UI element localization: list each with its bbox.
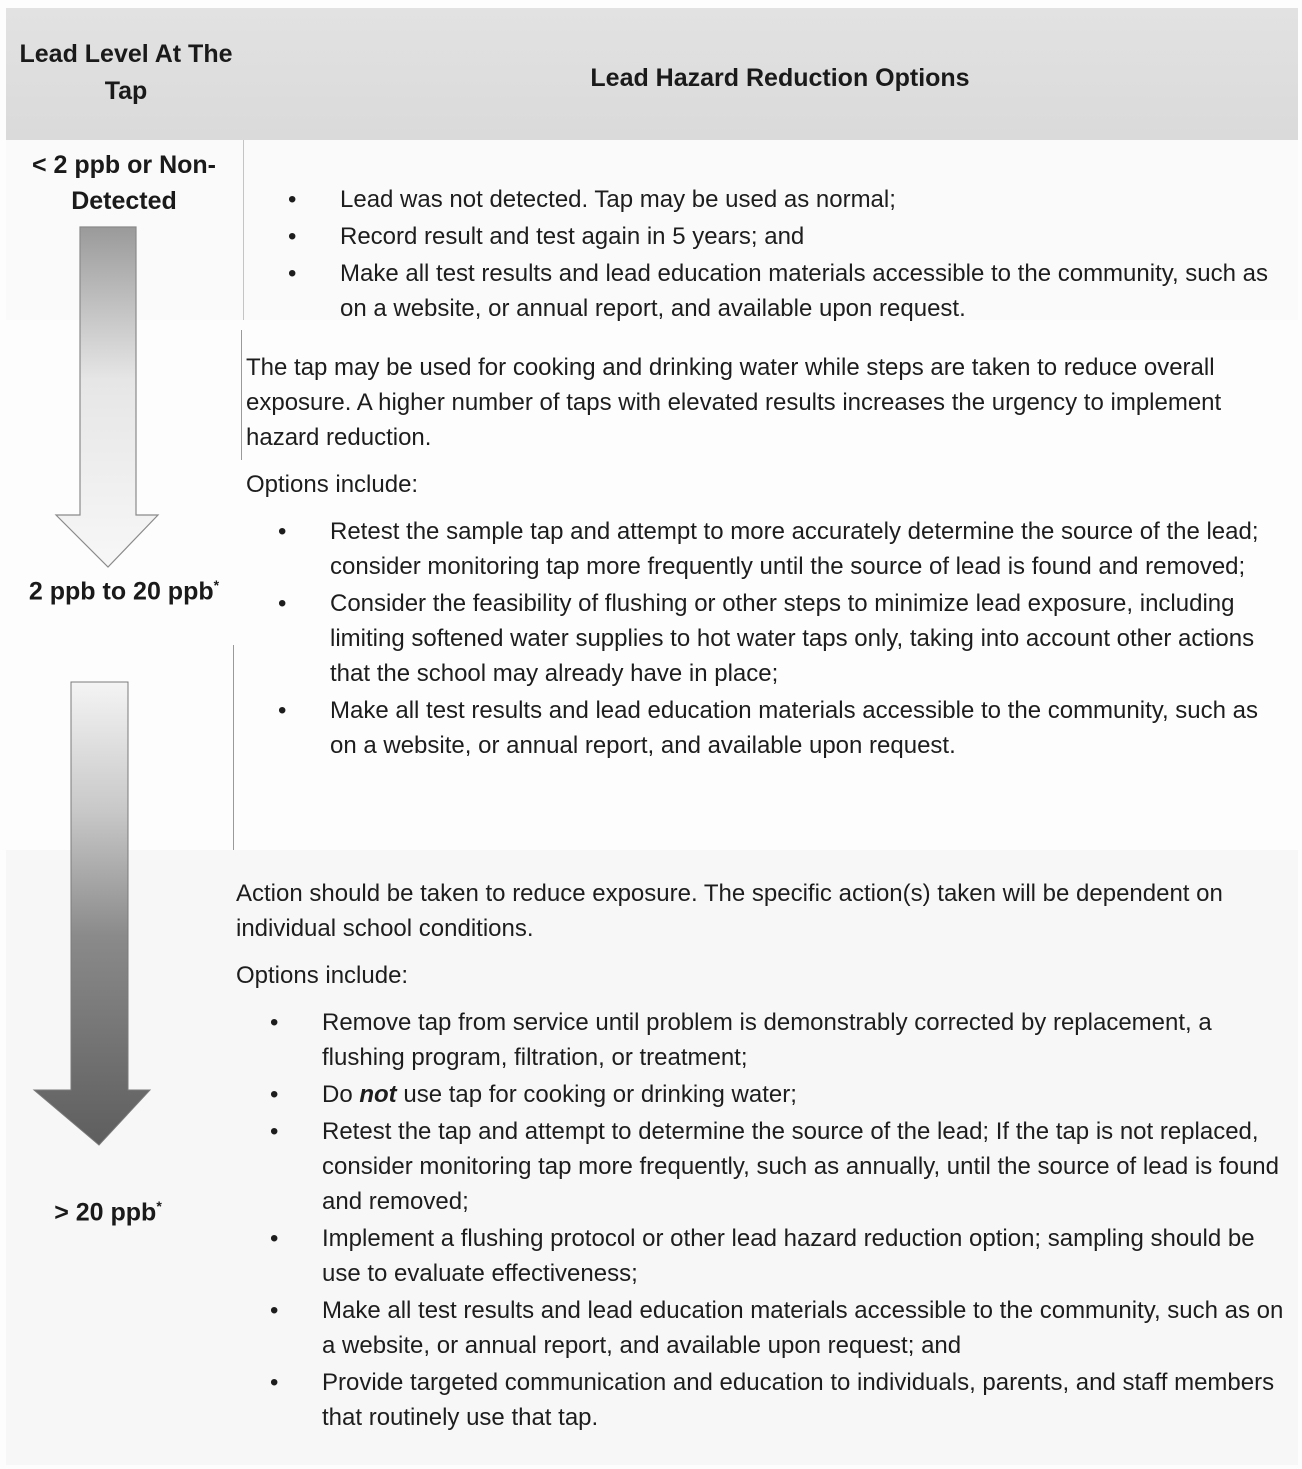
emphasis-not: not — [359, 1081, 397, 1108]
header-reduction-options: Lead Hazard Reduction Options — [590, 64, 970, 92]
list-item: • Provide targeted communication and education to individuals, parents, and staff members that routinely use that tap. — [270, 1369, 1275, 1431]
column-divider — [243, 140, 244, 320]
section-intro: The tap may be used for cooking and drinking water while steps are taken to reduce overall exposure. A higher number of taps with elevated results increases the urgency to implement hazard reduction. — [246, 354, 1222, 451]
level-2-to-20-ppb: 2 ppb to 20 ppb* — [28, 577, 220, 606]
header-lead-level: Lead Level At The Tap — [19, 40, 233, 105]
arrow-light-down-icon — [48, 222, 164, 572]
options-non-detected — [288, 174, 1290, 328]
bullet-list — [288, 182, 1290, 326]
column-divider — [233, 645, 234, 850]
level-over-20-ppb: > 20 ppb* — [54, 1198, 162, 1227]
list-item: • Make all test results and lead education materials accessible to the community, such as on a website, or annual report, and available upon request; and — [270, 1297, 1284, 1359]
list-item: • Implement a flushing protocol or other lead hazard reduction option; sampling should be use to evaluate effectiveness; — [270, 1225, 1255, 1287]
bullet-list — [270, 1005, 1291, 1435]
column-divider — [241, 330, 242, 460]
level-non-detected: < 2 ppb or Non-Detected — [31, 151, 217, 215]
list-item: • Remove tap from service until problem is demonstrably corrected by replacement, a flushing program, filtration, or treatment; — [270, 1009, 1212, 1071]
list-item: • Retest the tap and attempt to determine the source of the lead; If the tap is not replaced, consider monitoring tap more frequently, such as annually, until the source of lead is found and removed; — [270, 1118, 1279, 1215]
list-item: • Record result and test again in 5 years; and — [288, 223, 805, 250]
options-2-to-20-ppb — [246, 350, 1291, 765]
arrow-dark-down-icon — [30, 678, 154, 1150]
list-item: • Make all test results and lead education materials accessible to the community, such as on a website, or annual report, and available upon request. — [288, 260, 1269, 322]
options-label: Options include: — [236, 962, 409, 989]
list-item: • Lead was not detected. Tap may be used as normal; — [288, 186, 896, 213]
options-over-20-ppb — [236, 876, 1291, 1437]
list-item: • Retest the sample tap and attempt to more accurately determine the source of the lead; consider monitoring tap more frequently until the source of lead is found and removed; — [278, 518, 1259, 580]
section-intro: Action should be taken to reduce exposure. The specific action(s) taken will be dependent on individual school conditions. — [236, 880, 1223, 942]
list-item: • Make all test results and lead education materials accessible to the community, such as on a website, or annual report, and available upon request. — [278, 697, 1259, 759]
bullet-list — [278, 514, 1291, 763]
list-item: • Consider the feasibility of flushing or other steps to minimize lead exposure, including limiting softened water supplies to hot water taps only, taking into account other actions that the school may already have in place; — [278, 590, 1255, 687]
options-label: Options include: — [246, 471, 419, 498]
list-item: • Do not use tap for cooking or drinking water; — [270, 1081, 797, 1108]
table-header — [6, 8, 1298, 140]
